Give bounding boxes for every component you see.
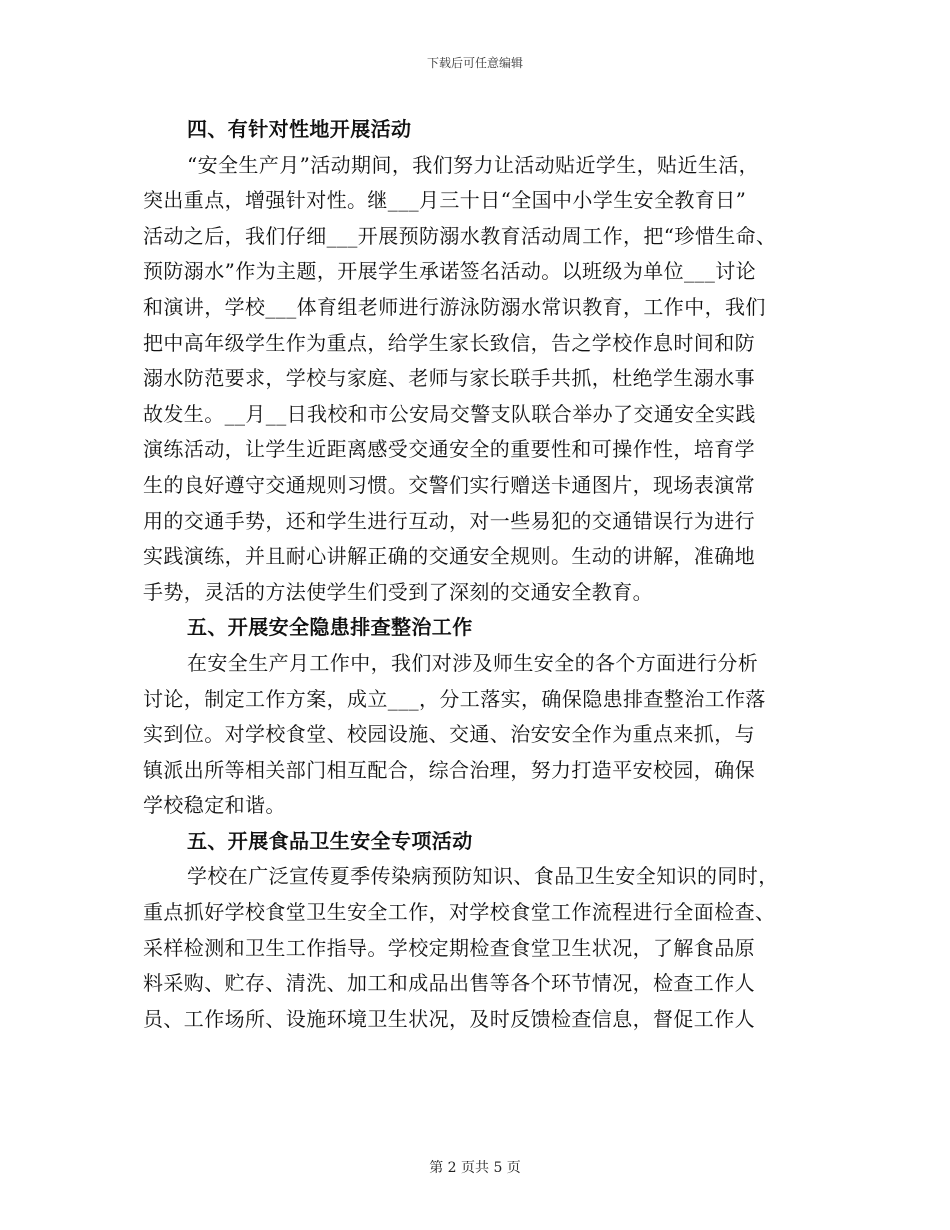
paragraph-line: 学校在广泛宣传夏季传染病预防知识、食品卫生安全知识的同时， <box>187 864 779 889</box>
paragraph-line: 溺水防范要求，学校与家庭、老师与家长联手共抓，杜绝学生溺水事 <box>143 366 755 391</box>
paragraph-line: 在安全生产月工作中，我们对涉及师生安全的各个方面进行分析 <box>187 650 759 675</box>
paragraph-line: 和演讲，学校___体育组老师进行游泳防溺水常识教育，工作中，我们 <box>143 294 766 319</box>
section-heading: 五、开展安全隐患排查整治工作 <box>187 615 473 640</box>
section-heading: 五、开展食品卫生安全专项活动 <box>187 828 473 853</box>
paragraph-line: 突出重点，增强针对性。继___月三十日“全国中小学生安全教育日” <box>143 188 747 213</box>
paragraph-line: 员、工作场所、设施环境卫生状况，及时反馈检查信息，督促工作人 <box>143 1006 755 1031</box>
paragraph-line: 活动之后，我们仔细___开展预防溺水教育活动周工作，把“珍惜生命、 <box>143 223 777 248</box>
paragraph-line: 实践演练，并且耐心讲解正确的交通安全规则。生动的讲解，准确地 <box>143 544 755 569</box>
paragraph-line: 料采购、贮存、清洗、加工和成品出售等各个环节情况，检查工作人 <box>143 971 755 996</box>
paragraph-line: 镇派出所等相关部门相互配合，综合治理，努力打造平安校园，确保 <box>143 757 755 782</box>
page-header: 下载后可任意编辑 <box>426 56 523 70</box>
paragraph-line: 采样检测和卫生工作指导。学校定期检查食堂卫生状况，了解食品原 <box>143 935 755 960</box>
paragraph-line: 讨论，制定工作方案，成立___，分工落实，确保隐患排查整治工作落 <box>143 686 766 711</box>
paragraph-line: 生的良好遵守交通规则习惯。交警们实行赠送卡通图片，现场表演常 <box>143 472 755 497</box>
paragraph-line: 故发生。__月__日我校和市公安局交警支队联合举办了交通安全实践 <box>143 401 756 426</box>
paragraph-line: 用的交通手势，还和学生进行互动，对一些易犯的交通错误行为进行 <box>143 508 755 533</box>
document-body <box>143 112 813 1037</box>
paragraph-line: 重点抓好学校食堂卫生安全工作，对学校食堂工作流程进行全面检查、 <box>143 900 776 925</box>
section-heading: 四、有针对性地开展活动 <box>187 117 412 141</box>
paragraph-line: 演练活动，让学生近距离感受交通安全的重要性和可操作性，培育学 <box>143 437 755 462</box>
paragraph-line: 预防溺水”作为主题，开展学生承诺签名活动。以班级为单位___讨论 <box>143 259 757 284</box>
paragraph-line: 把中高年级学生作为重点，给学生家长致信，告之学校作息时间和防 <box>143 330 755 355</box>
paragraph-line: “安全生产月”活动期间，我们努力让活动贴近学生，贴近生活， <box>187 152 760 177</box>
paragraph-line: 实到位。对学校食堂、校园设施、交通、治安安全作为重点来抓，与 <box>143 722 755 747</box>
paragraph-line: 学校稳定和谐。 <box>143 793 286 818</box>
page-footer: 第 2 页共 5 页 <box>429 1160 521 1176</box>
paragraph-line: 手势，灵活的方法使学生们受到了深刻的交通安全教育。 <box>143 579 653 604</box>
